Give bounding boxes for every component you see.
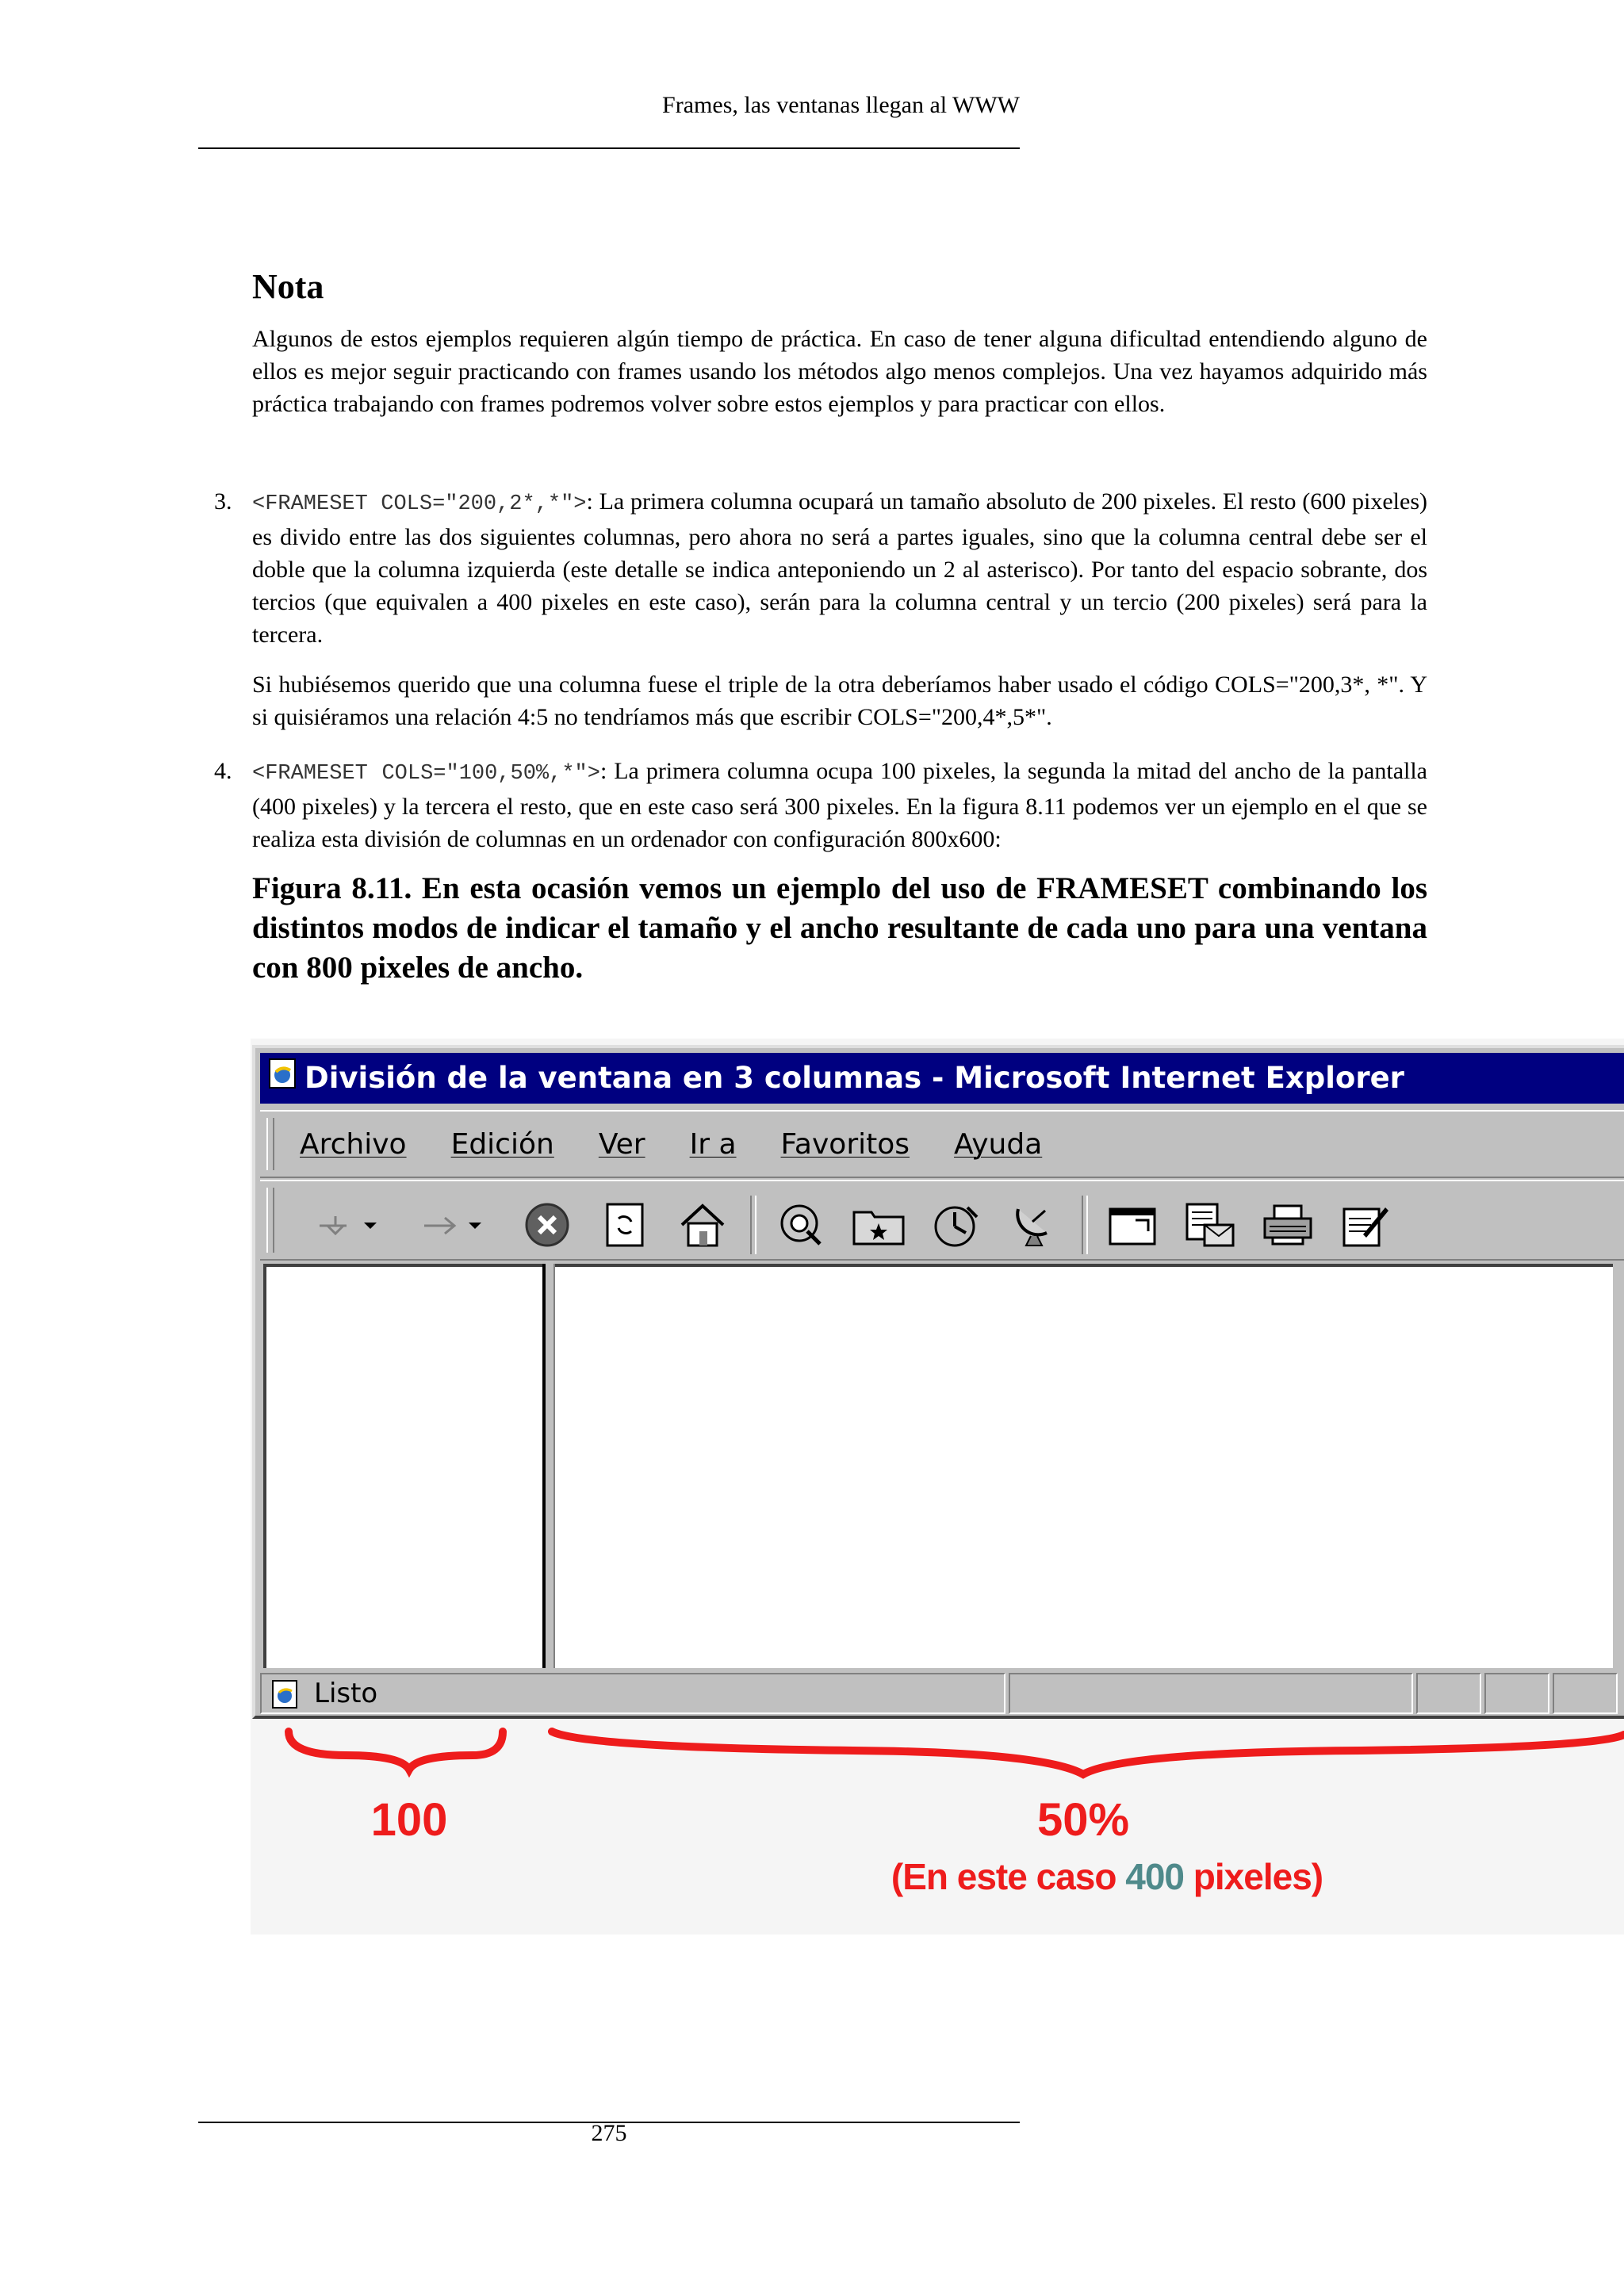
menu-ver[interactable]: Ver: [598, 1127, 645, 1161]
list-number: 3.: [214, 488, 232, 515]
page-number: 275: [591, 2120, 627, 2146]
search-button[interactable]: [771, 1199, 831, 1251]
annotation-100: 100: [370, 1794, 448, 1846]
header-rule: [198, 147, 1020, 149]
note-title: Nota: [252, 267, 324, 306]
item-3-text: [252, 485, 1427, 651]
figure-screenshot: [251, 1039, 1624, 1934]
forward-arrow-icon: [416, 1205, 496, 1245]
status-panel-small: [1484, 1673, 1549, 1714]
annotation-note-open: (En este caso: [891, 1856, 1126, 1897]
favorites-folder-icon: [851, 1203, 906, 1247]
history-button[interactable]: [926, 1199, 986, 1251]
status-panel-main: [260, 1673, 1005, 1714]
frameset-area: [263, 1264, 1624, 1668]
annotation-note-number: 400: [1125, 1856, 1184, 1897]
code-snippet: <FRAMESET COLS="100,50%,*">: [252, 762, 600, 786]
toolbar-separator: [750, 1196, 756, 1254]
menu-favoritos[interactable]: Favoritos: [780, 1127, 910, 1161]
stop-icon: [523, 1201, 571, 1249]
favorites-button[interactable]: [848, 1199, 909, 1251]
search-icon: [776, 1201, 826, 1249]
status-panel-progress: [1009, 1673, 1413, 1714]
toolbar-grip[interactable]: [266, 1188, 274, 1253]
satellite-dish-icon: [1010, 1201, 1058, 1249]
menu-bar: [260, 1110, 1624, 1178]
annotation-note: [806, 1855, 1408, 1898]
fullscreen-button[interactable]: [1102, 1199, 1162, 1251]
item-4-description: : La primera columna ocupa 100 pixeles, la segunda la mitad del ancho de la pantalla (400 pixeles) y la tercera el resto, que en este caso será 300 pixeles. En la figura 8.11 podemos ver un ejemplo en el que se realiza esta división de columnas en un ordenador con configuración 800x600:: [252, 758, 1427, 852]
menu-edicion[interactable]: Edición: [450, 1127, 554, 1161]
edit-button[interactable]: [1335, 1199, 1396, 1251]
browser-window: [252, 1045, 1624, 1719]
mail-icon: [1184, 1201, 1236, 1249]
item-3-extra: Si hubiésemos querido que una columna fuese el triple de la otra deberíamos haber usado el código COLS="200,3*, *". Y si quisiéramos una relación 4:5 no tendríamos más que escribir COLS="200,4*,5*".: [252, 672, 1427, 730]
toolbar: [260, 1180, 1624, 1261]
status-panel-small: [1416, 1673, 1481, 1714]
edit-icon: [1339, 1201, 1392, 1249]
toolbar-separator: [1082, 1196, 1088, 1254]
item-3-description: : La primera columna ocupará un tamaño absoluto de 200 pixeles. El resto (600 pixeles) es divido entre las dos siguientes columnas, pero ahora no será a partes iguales, sino que la columna central debe ser el doble que la columna izquierda (este detalle se indica anteponiendo un 2 al asterisco). Por tanto del espacio sobrante, dos tercios (que equivalen a 400 pixeles en este caso), serán para la columna central y un tercio (200 pixeles) será para la tercera.: [252, 488, 1427, 648]
refresh-button[interactable]: [595, 1199, 655, 1251]
frame-divider[interactable]: [542, 1264, 555, 1668]
window-title: División de la ventana en 3 columnas - Microsoft Internet Explorer: [304, 1061, 1404, 1095]
running-header: Frames, las ventanas llegan al WWW: [662, 92, 1020, 118]
menu-ayuda[interactable]: Ayuda: [954, 1127, 1043, 1161]
annotation-braces: [251, 1720, 1624, 1800]
status-bar: [260, 1673, 1624, 1716]
item-4-text: [252, 755, 1427, 855]
mail-button[interactable]: [1180, 1199, 1240, 1251]
list-number: 4.: [214, 758, 232, 784]
status-text: Listo: [314, 1678, 378, 1709]
menu-archivo[interactable]: Archivo: [300, 1127, 407, 1161]
code-snippet: <FRAMESET COLS="200,2*,*">: [252, 492, 587, 516]
status-panel-small: [1553, 1673, 1618, 1714]
home-button[interactable]: [672, 1199, 733, 1251]
list-item-3: [214, 485, 1427, 733]
annotation-note-close: pixeles): [1184, 1856, 1323, 1897]
brace-100: [289, 1732, 503, 1770]
main-frame[interactable]: [555, 1264, 1613, 1668]
window-titlebar: [260, 1053, 1624, 1104]
fullscreen-icon: [1107, 1203, 1158, 1247]
history-icon: [931, 1201, 982, 1249]
stop-button[interactable]: [517, 1199, 577, 1251]
note-box: [252, 266, 1427, 420]
list-item-4: [214, 755, 1427, 855]
back-button[interactable]: [308, 1199, 395, 1251]
menubar-grip[interactable]: [266, 1118, 274, 1170]
back-arrow-icon: [312, 1205, 391, 1245]
ie-logo-icon: [268, 1054, 297, 1105]
home-icon: [677, 1201, 728, 1249]
menu-ir-a[interactable]: Ir a: [689, 1127, 737, 1161]
figure-caption: Figura 8.11. En esta ocasión vemos un ejemplo del uso de FRAMESET combinando los distintos modos de indicar el tamaño y el ancho resultante de cada uno para una ventana con 800 pixeles de ancho.: [252, 871, 1427, 985]
refresh-icon: [603, 1201, 647, 1249]
forward-button[interactable]: [412, 1199, 500, 1251]
annotation-50-percent: [980, 1793, 1186, 1846]
print-button[interactable]: [1258, 1199, 1318, 1251]
brace-50-percent: [552, 1732, 1624, 1774]
printer-icon: [1260, 1203, 1316, 1247]
channels-button[interactable]: [1004, 1199, 1064, 1251]
page-icon: [271, 1679, 298, 1720]
annotation-50-percent-label: 50%: [1036, 1794, 1130, 1846]
note-text: Algunos de estos ejemplos requieren algún tiempo de práctica. En caso de tener alguna dificultad entendiendo alguno de ellos es mejor seguir practicando con frames usando los métodos algo menos complejos. Una vez hayamos adquirido más práctica trabajando con frames podremos volver sobre estos ejemplos y para practicar con ellos.: [252, 326, 1427, 417]
left-frame[interactable]: [263, 1264, 542, 1668]
